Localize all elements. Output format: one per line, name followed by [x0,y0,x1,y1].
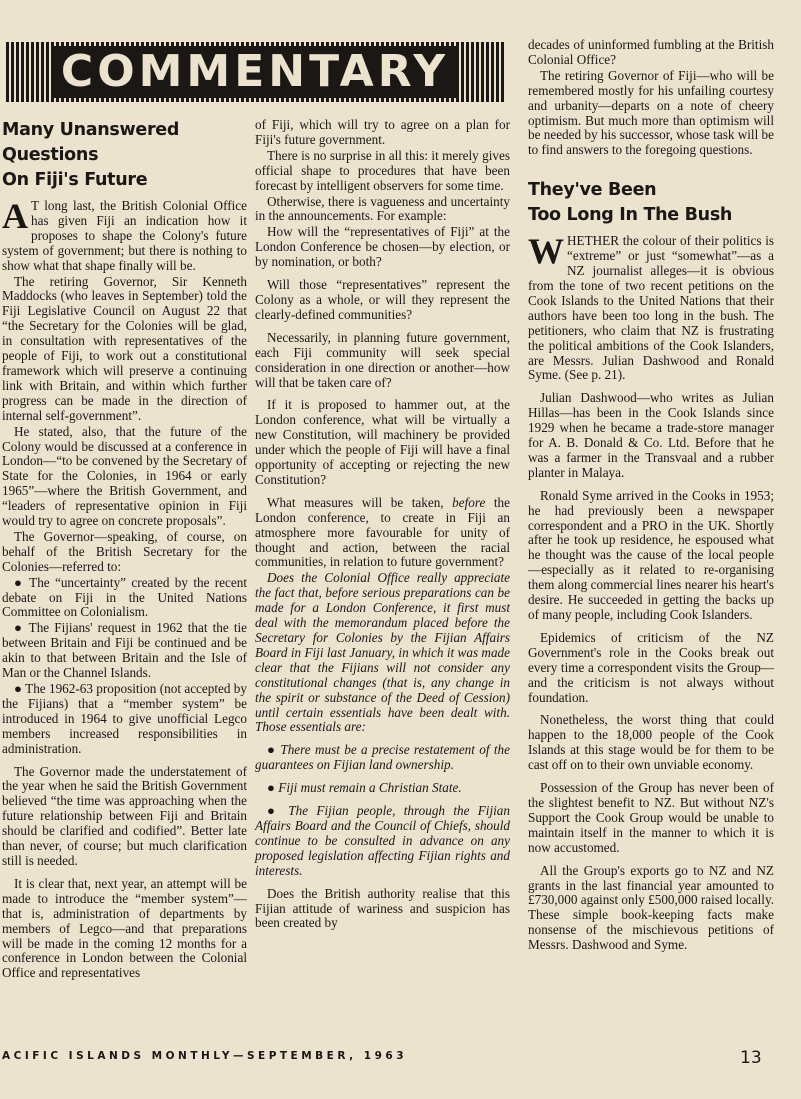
cook-paragraph: Possession of the Group has never been of the slightest benefit to NZ. But without NZ's Support the Cook Group would be unable to maintain itself in the manner to which it is now accustomed. [528,780,774,855]
fiji-question: Necessarily, in planning future government, each Fiji community will seek special consideration in one direction or another—how will that be taken care of? [255,329,510,390]
cook-paragraph: Julian Dashwood—who writes as Julian Hillas—has been in the Cook Islands since 1929 when he became a trade-store manager for A. B. Donald & Co. Ltd. Before that he was a farmer in the Transvaal and a rubber planter in Malaya. [528,390,774,480]
fiji-paragraph: Otherwise, there is vagueness and uncertainty in the announcements. For example: [255,193,510,224]
column-1 [2,0,247,981]
fiji-paragraph: The retiring Governor, Sir Kenneth Maddocks (who leaves in September) told the Fiji Legislative Council on August 22 that “the Secretary for the Colonies will be glad, in consultation with representatives of the people of Fiji, to work out a constitutional framework which will preserve a continuing link with Britain, and within which further progress can be made in the direction of internal self-government”. [2,273,247,423]
drop-cap: A [2,196,28,236]
fiji-paragraph: The retiring Governor of Fiji—who will be remembered mostly for his unfailing courtesy and urbanity—departs on a note of cheery optimism. But much more than optimism will be needed by his successor, whose task will be to find answers to the foregoing questions. [528,67,774,158]
cook-paragraph: WHETHER the colour of their politics is “extreme” or just “somewhat”—as a NZ journalist alleges—it is obvious from the tone of two recent petitions on the Cook Islands to the United Nations that their authors have been too long in the bush. The petitioners, who claim that NZ is frustrating the political ambitions of the Cook Islanders, are Messrs. Julian Dashwood and Ronald Syme. (See p. 21). [528,231,774,383]
fiji-italic-bullet: ● Fiji must remain a Christian State. [267,780,462,796]
fiji-paragraph: There is no surprise in all this: it merely gives official shape to procedures that have been forecast by intelligent observers for some time. [255,147,510,193]
cook-paragraph: Epidemics of criticism of the NZ Government's role in the Cooks break out every time a correspondent visits the Group—and the criticism is not always without foundation. [528,629,774,705]
fiji-paragraph: He stated, also, that the future of the Colony would be discussed at a conference in London—“to be convened by the Secretary of State for the Colonies, in 1964 or early 1965”—where the British Government, and “leaders of representative opinion in Fiji would try to agree on concrete proposals”. [2,423,247,529]
fiji-question: If it is proposed to hammer out, at the London conference, what will be virtually a new Constitution, will machinery be provided under which the people of Fiji will have a final opportunity of accepting or rejecting the new Constitution? [255,397,510,487]
fiji-paragraph: The Governor—speaking, of course, on behalf of the British Secretary for the Colonies—referred to: [2,528,247,574]
fiji-paragraph: A T long last, the British Colonial Office has given Fiji an indication how it proposes to shape the Colony's future system of government; but there is nothing to show what that shape finally will be. [2,196,247,273]
cook-paragraph: All the Group's exports go to NZ and NZ grants in the last financial year amounted to £730,000 against only £500,000 raised locally. These simple book-keeping facts make nonsense of the mischievous petitions of Messrs. Dashwood and Syme. [528,862,775,953]
page-footer: ACIFIC ISLANDS MONTHLY—SEPTEMBER, 1963 [2,1050,407,1062]
fiji-paragraph: of Fiji, which will try to agree on a plan for Fiji's future government. [255,117,510,147]
cook-paragraph: Ronald Syme arrived in the Cooks in 1953; he had previously been a newspaper correspondent and a PRO in the UK. Shortly after he took up residence, he espoused what he thought was the cause of the local people—especially as it related to re-organising them along commercial lines nearer his heart's desire. He succeeded in getting the backs up of many people, including Cook Islanders. [528,487,774,622]
fiji-question: What measures will be taken, before the London conference, to create in Fiji an atmosphere more favourable for unity of thought and action, between the racial communities, in relation to future government? [255,494,510,570]
fiji-paragraph: decades of uninformed fumbling at the British Colonial Office? [528,37,774,67]
fiji-italic-paragraph: Does the Colonial Office really appreciate the fact that, before serious preparations can be made for a London Conference, it first must deal with the memorandum placed before the Secretary for Colonies by the Fijian Affairs Board in Fiji last January, in which it was made clear that the Fijians will not consider any constitutional changes (that is, any change in the spirit or substance of the Deed of Cession) until certain essentials have been dealt with. Those essentials are: [255,570,510,735]
column-3 [528,38,774,953]
cook-islands-headline: They've Been Too Long In The Bush [528,180,733,226]
column-2 [255,118,510,931]
fiji-bullet: ● The Fijians' request in 1962 that the tie between Britain and Fiji be continued and be akin to that between Britain and the Isle of Man or the Channel Islands. [2,620,247,681]
fiji-headline: Many Unanswered Questions On Fiji's Future [2,120,180,190]
fiji-italic-bullet: ● The Fijian people, through the Fijian Affairs Board and the Council of Chiefs, should continue to be consulted in advance on any proposed legislation affecting Fijian rights and interests. [255,803,510,878]
fiji-paragraph: Does the British authority realise that this Fijian attitude of wariness and suspicion has been created by [255,885,510,931]
drop-cap: W [528,231,564,272]
fiji-question: How will the “representatives of Fiji” at the London Conference be chosen—by election, or by nomination, or both? [255,224,510,270]
fiji-italic-bullet: ● There must be a precise restatement of the guarantees on Fijian land ownership. [255,742,510,773]
fiji-paragraph: The Governor made the understatement of the year when he said the British Government believed “the time was approaching when the future relationship between Fiji and Britain should be clarified and codified”. Better late than never, of course; but much clarification still is needed. [2,763,247,868]
page-number: 13 [740,1048,762,1068]
masthead-title: COMMENTARY [53,46,457,98]
fiji-question: Will those “representatives” represent the Colony as a whole, or will they represent the clearly-defined communities? [255,277,510,322]
cook-paragraph: Nonetheless, the worst thing that could happen to the 18,000 people of the Cook Islands at this stage would be for them to be cast off on to their own unviable economy. [528,712,774,773]
fiji-bullet: ● The 1962-63 proposition (not accepted by the Fijians) that a “member system” be introduced in 1964 to give unofficial Legco members increased responsibilities in administration. [2,681,247,756]
fiji-paragraph: It is clear that, next year, an attempt will be made to introduce the “member system”—that is, administration of departments by members of Legco—and that preparations will be made in the coming 12 months for a conference in London between the Colonial Office and representatives [2,875,247,981]
fiji-bullet: ● The “uncertainty” created by the recent debate on Fiji in the United Nations Committee on Colonialism. [2,574,247,620]
